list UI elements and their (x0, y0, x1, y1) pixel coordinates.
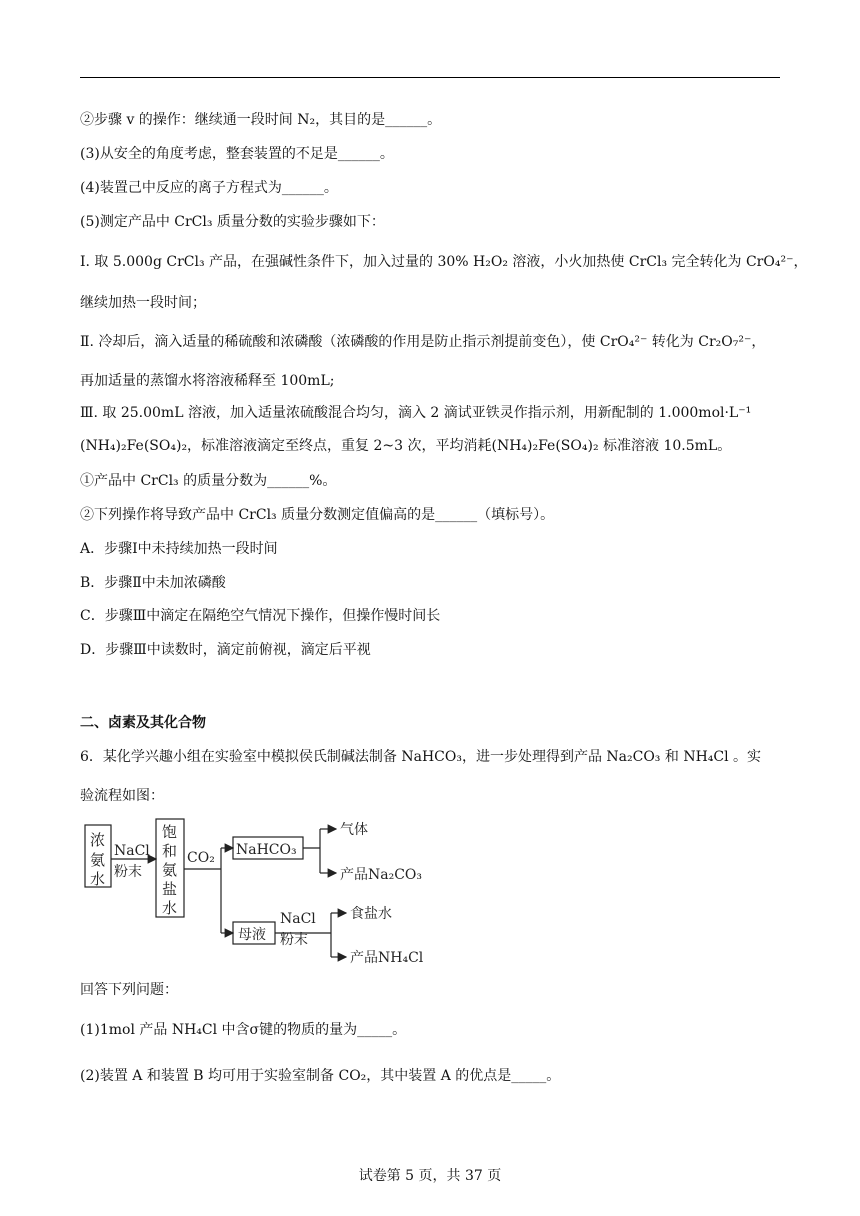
text-line-8: 再加适量的蒸馏水将溶液稀释至 100mL; (80, 373, 335, 389)
option-a: A．步骤Ⅰ中未持续加热一段时间 (80, 541, 278, 557)
question-6-1: (1)1mol 产品 NH₄Cl 中含σ键的物质的量为_____。 (80, 1022, 407, 1038)
na2co3-output: 产品Na₂CO₃ (340, 867, 423, 883)
section-heading: 二、卤素及其化合物 (80, 715, 206, 731)
gas-output: 气体 (340, 822, 368, 838)
answer-prompt: 回答下列问题： (80, 982, 178, 998)
nahco3-label: NaHCO₃ (236, 842, 297, 858)
text-line-5: Ⅰ. 取 5.000g CrCl₃ 产品，在强碱性条件下，加入过量的 30% H₂O₂ 溶液，小火加热使 CrCl₃ 完全转化为 CrO₄²⁻， (80, 254, 808, 270)
powder-label-2: 粉末 (280, 932, 308, 948)
mother-liquor-label: 母液 (238, 927, 266, 943)
co2-label: CO₂ (187, 850, 215, 866)
box1-char-3: 水 (90, 870, 106, 888)
question-6-line-2: 验流程如图： (80, 788, 164, 804)
option-b: B．步骤Ⅱ中未加浓磷酸 (80, 575, 226, 591)
text-line-4: (5)测定产品中 CrCl₃ 质量分数的实验步骤如下： (80, 214, 385, 230)
text-line-11: ①产品中 CrCl₃ 的质量分数为______%。 (80, 473, 337, 489)
text-line-2: (3)从安全的角度考虑，整套装置的不足是______。 (80, 146, 394, 162)
nacl-label-2: NaCl (280, 911, 316, 927)
page-footer: 试卷第 5 页，共 37 页 (358, 1168, 502, 1184)
text-line-9: Ⅲ. 取 25.00mL 溶液，加入适量浓硫酸混合均匀，滴入 2 滴试亚铁灵作指示剂，用新配制的 1.000mol·L⁻¹ (80, 405, 752, 421)
nacl-label: NaCl (114, 843, 150, 859)
text-line-12: ②下列操作将导致产品中 CrCl₃ 质量分数测定值偏高的是______（填标号）。 (80, 507, 555, 523)
text-line-3: (4)装置己中反应的离子方程式为______。 (80, 180, 338, 196)
brine-output: 食盐水 (350, 906, 392, 922)
nh4cl-output: 产品NH₄Cl (350, 950, 424, 966)
text-line-7: Ⅱ. 冷却后，滴入适量的稀硫酸和浓磷酸（浓磷酸的作用是防止指示剂提前变色），使 CrO₄²⁻ 转化为 Cr₂O₇²⁻， (80, 334, 766, 350)
box1-char-1: 浓 (90, 831, 106, 849)
box2-char-1: 饱 (162, 823, 178, 841)
text-line-1: ②步骤 v 的操作：继续通一段时间 N₂，其目的是______。 (80, 112, 442, 128)
box2-char-4: 盐 (162, 880, 178, 898)
header-rule (80, 77, 780, 78)
option-d: D．步骤Ⅲ中读数时，滴定前俯视，滴定后平视 (80, 642, 371, 658)
flow-diagram (84, 815, 444, 970)
powder-label: 粉末 (114, 864, 142, 880)
box2-char-3: 氨 (162, 861, 178, 879)
box2-char-5: 水 (162, 899, 178, 917)
box1-char-2: 氨 (90, 851, 106, 869)
option-c: C．步骤Ⅲ中滴定在隔绝空气情况下操作，但操作慢时间长 (80, 608, 441, 624)
question-6-2: (2)装置 A 和装置 B 均可用于实验室制备 CO₂，其中装置 A 的优点是_____。 (80, 1068, 561, 1084)
text-line-6: 继续加热一段时间； (80, 295, 206, 311)
box2-char-2: 和 (162, 842, 178, 860)
text-line-10: (NH₄)₂Fe(SO₄)₂，标准溶液滴定至终点，重复 2~3 次，平均消耗(NH₄)₂Fe(SO₄)₂ 标准溶液 10.5mL。 (80, 438, 732, 454)
question-6-line-1: 6．某化学兴趣小组在实验室中模拟侯氏制碱法制备 NaHCO₃，进一步处理得到产品 Na₂CO₃ 和 NH₄Cl 。实 (80, 749, 762, 765)
